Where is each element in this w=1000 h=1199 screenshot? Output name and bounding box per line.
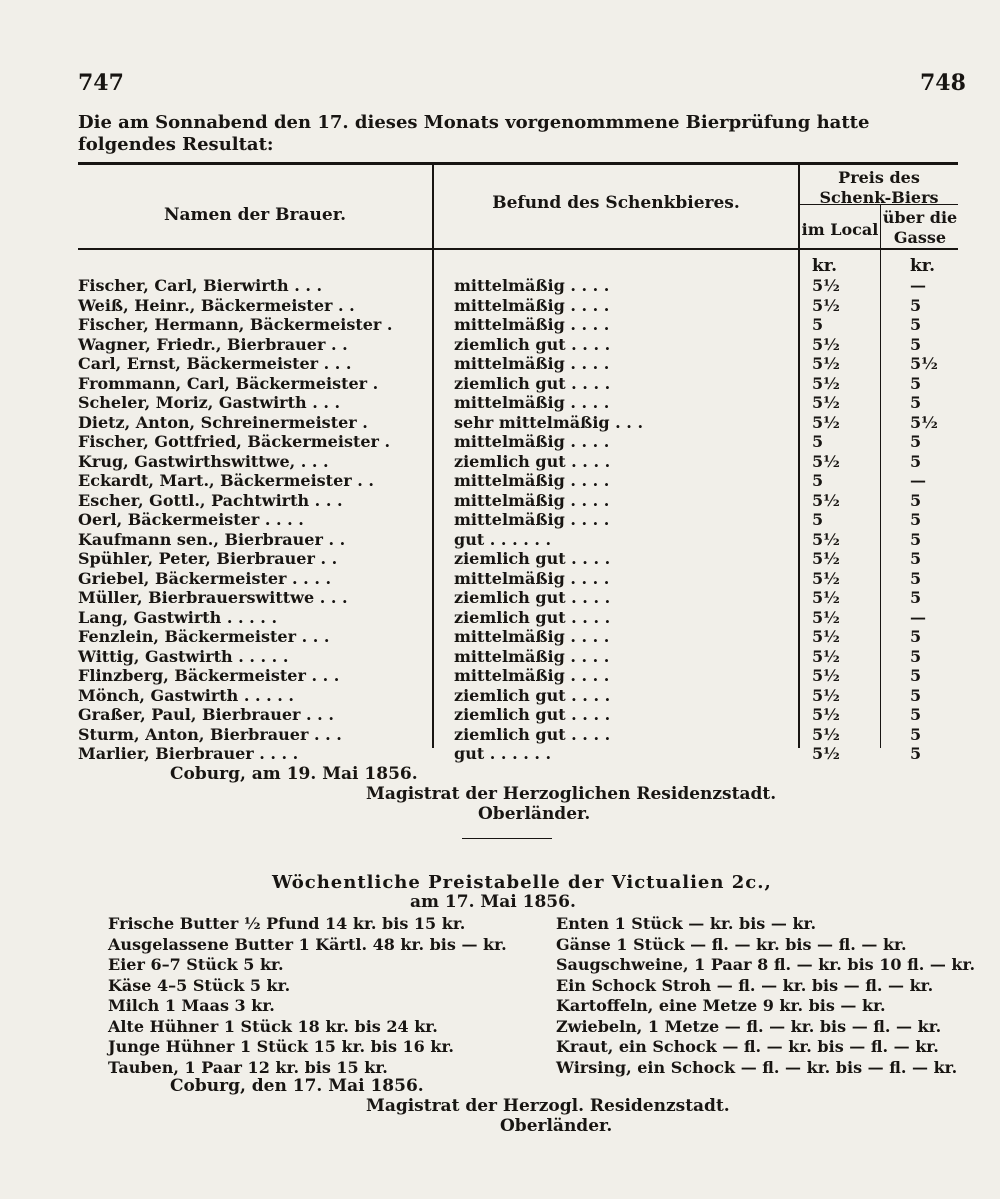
price-table-title: Wöchentliche Preistabelle der Victualien 2c., — [272, 872, 772, 893]
price-item: Frische Butter ½ Pfund 14 kr. bis 15 kr. — [108, 914, 466, 933]
price-gasse: 5 — [910, 334, 922, 354]
price-item: Ausgelassene Butter 1 Kärtl. 48 kr. bis — kr. — [108, 934, 507, 954]
price-item: Tauben, 1 Paar 12 kr. bis 15 kr. — [108, 1057, 388, 1077]
brewer-name: Sturm, Anton, Bierbrauer . . . — [78, 724, 342, 744]
price-item: Ein Schock Stroh — fl. — kr. bis — fl. — kr. — [556, 975, 934, 995]
table-row — [78, 705, 958, 725]
price-item: Saugschweine, 1 Paar 8 fl. — kr. bis 10 fl. — kr. — [556, 955, 976, 974]
price-item: Alte Hühner 1 Stück 18 kr. bis 24 kr. — [108, 1016, 438, 1036]
price-local: 5½ — [812, 627, 840, 646]
price-gasse: 5½ — [910, 354, 938, 373]
brewer-name: Marlier, Bierbrauer . . . . — [78, 744, 299, 763]
price-item: Milch 1 Maas 3 kr. — [108, 996, 275, 1015]
table-row — [78, 666, 958, 686]
price-local: 5½ — [812, 451, 840, 471]
table-row — [78, 315, 958, 335]
price-gasse: 5 — [910, 627, 922, 646]
price-gasse: 5 — [910, 705, 922, 724]
brewer-name: Müller, Bierbrauerswittwe . . . — [78, 588, 348, 607]
table-row — [78, 471, 958, 491]
sig2-place-date: Coburg, den 17. Mai 1856. — [170, 1076, 424, 1096]
sig2-name: Oberländer. — [500, 1116, 613, 1136]
price-gasse: 5 — [910, 373, 922, 393]
beer-evaluation: mittelmäßig . . . . — [454, 393, 610, 412]
page-number-left: 747 — [78, 70, 124, 96]
column-header-gasse: über die Gasse — [882, 208, 958, 247]
brewer-name: Graßer, Paul, Bierbrauer . . . — [78, 705, 334, 724]
price-local: 5½ — [812, 705, 840, 724]
beer-evaluation: ziemlich gut . . . . — [454, 588, 611, 607]
price-table-date: am 17. Mai 1856. — [410, 892, 576, 912]
beer-evaluation: mittelmäßig . . . . — [454, 276, 610, 295]
beer-evaluation: mittelmäßig . . . . — [454, 627, 610, 646]
price-gasse: 5 — [910, 744, 922, 763]
price-local: 5½ — [812, 685, 840, 705]
price-gasse: 5 — [910, 646, 922, 666]
price-local: 5 — [812, 315, 824, 334]
price-local: 5 — [812, 471, 824, 490]
price-item: Zwiebeln, 1 Metze — fl. — kr. bis — fl. — kr. — [556, 1016, 942, 1036]
sig2-authority: Magistrat der Herzogl. Residenzstadt. — [366, 1096, 730, 1116]
table-row — [78, 413, 958, 433]
price-local: 5½ — [812, 529, 840, 549]
table-row — [78, 686, 958, 706]
price-item: Gänse 1 Stück — fl. — kr. bis — fl. — kr. — [556, 934, 907, 954]
table-row — [78, 647, 958, 667]
price-local: 5 — [812, 510, 824, 529]
beer-evaluation: gut . . . . . . — [454, 529, 552, 549]
price-local: 5½ — [812, 666, 840, 685]
brewer-name: Krug, Gastwirthswittwe, . . . — [78, 451, 329, 471]
unit-gasse: kr. — [910, 256, 936, 276]
beer-evaluation: mittelmäßig . . . . — [454, 646, 610, 666]
brewer-name: Weiß, Heinr., Bäckermeister . . — [78, 295, 355, 315]
price-list-left — [108, 914, 507, 1078]
price-local: 5½ — [812, 295, 840, 315]
price-gasse: — — [910, 276, 926, 295]
price-local: 5½ — [812, 607, 840, 627]
price-local: 5½ — [812, 334, 840, 354]
brewer-name: Lang, Gastwirth . . . . . — [78, 607, 278, 627]
sig1-name: Oberländer. — [478, 804, 591, 824]
beer-evaluation: mittelmäßig . . . . — [454, 295, 610, 315]
table-row — [78, 374, 958, 394]
brewer-name: Griebel, Bäckermeister . . . . — [78, 568, 332, 588]
beer-evaluation: mittelmäßig . . . . — [454, 471, 610, 490]
price-gasse: 5 — [910, 549, 922, 568]
table-row — [78, 549, 958, 569]
brewer-name: Flinzberg, Bäckermeister . . . — [78, 666, 340, 685]
price-item: Junge Hühner 1 Stück 15 kr. bis 16 kr. — [108, 1037, 454, 1056]
price-local: 5½ — [812, 646, 840, 666]
table-row — [78, 335, 958, 355]
price-local: 5½ — [812, 373, 840, 393]
beer-evaluation: mittelmäßig . . . . — [454, 432, 610, 451]
price-gasse: 5 — [910, 315, 922, 334]
brewer-name: Fischer, Hermann, Bäckermeister . — [78, 315, 393, 334]
price-gasse: 5 — [910, 666, 922, 685]
brewer-name: Frommann, Carl, Bäckermeister . — [78, 373, 379, 393]
beer-evaluation: mittelmäßig . . . . — [454, 315, 610, 334]
table-row — [78, 491, 958, 511]
price-local: 5½ — [812, 412, 840, 432]
table-header-bottom-rule — [78, 248, 958, 250]
price-gasse: 5 — [910, 568, 922, 588]
brewer-name: Oerl, Bäckermeister . . . . — [78, 510, 304, 529]
brewer-name: Escher, Gottl., Pachtwirth . . . — [78, 490, 343, 510]
brewer-name: Spühler, Peter, Bierbrauer . . — [78, 549, 338, 568]
brewer-name: Kaufmann sen., Bierbrauer . . — [78, 529, 346, 549]
table-row — [78, 744, 958, 764]
beer-evaluation: ziemlich gut . . . . — [454, 373, 611, 393]
column-header-befund: Befund des Schenkbieres. — [492, 193, 740, 213]
price-gasse: 5 — [910, 529, 922, 549]
brewer-name: Wagner, Friedr., Bierbrauer . . — [78, 334, 348, 354]
price-local: 5½ — [812, 744, 840, 763]
beer-evaluation: ziemlich gut . . . . — [454, 607, 611, 627]
table-row — [78, 452, 958, 472]
price-gasse: 5½ — [910, 412, 938, 432]
price-gasse: 5 — [910, 490, 922, 510]
price-gasse: 5 — [910, 295, 922, 315]
price-local: 5½ — [812, 490, 840, 510]
section-separator — [462, 838, 552, 839]
price-item: Kraut, ein Schock — fl. — kr. bis — fl. — kr. — [556, 1037, 939, 1056]
table-top-rule — [78, 162, 958, 165]
table-row — [78, 608, 958, 628]
beer-evaluation: ziemlich gut . . . . — [454, 705, 611, 724]
beer-evaluation: ziemlich gut . . . . — [454, 724, 611, 744]
unit-local: kr. — [812, 256, 838, 276]
price-gasse: 5 — [910, 685, 922, 705]
price-local: 5½ — [812, 393, 840, 412]
beer-evaluation: mittelmäßig . . . . — [454, 490, 610, 510]
brewer-name: Fischer, Gottfried, Bäckermeister . — [78, 432, 391, 451]
column-header-names: Namen der Brauer. — [163, 205, 347, 225]
beer-evaluation: mittelmäßig . . . . — [454, 568, 610, 588]
price-gasse: 5 — [910, 724, 922, 744]
price-local: 5 — [812, 432, 824, 451]
beer-evaluation: sehr mittelmäßig . . . — [454, 412, 644, 432]
price-item: Wirsing, ein Schock — fl. — kr. bis — fl. — kr. — [556, 1057, 958, 1077]
brewer-name: Eckardt, Mart., Bäckermeister . . — [78, 471, 374, 490]
column-header-preis: Preis des Schenk-Biers — [819, 168, 939, 207]
beer-evaluation: ziemlich gut . . . . — [454, 334, 611, 354]
price-gasse: 5 — [910, 432, 922, 451]
price-local: 5½ — [812, 549, 840, 568]
beer-evaluation: mittelmäßig . . . . — [454, 354, 610, 373]
price-gasse: 5 — [910, 588, 922, 607]
table-row — [78, 569, 958, 589]
price-gasse: — — [910, 471, 926, 490]
table-row — [78, 588, 958, 608]
brewer-name: Scheler, Moriz, Gastwirth . . . — [78, 393, 341, 412]
brewer-name: Fischer, Carl, Bierwirth . . . — [78, 276, 323, 295]
page-number-right: 748 — [920, 70, 966, 96]
price-local: 5½ — [812, 276, 840, 295]
price-gasse: — — [910, 607, 926, 627]
price-item: Käse 4–5 Stück 5 kr. — [108, 975, 291, 995]
price-item: Enten 1 Stück — kr. bis — kr. — [556, 914, 817, 933]
table-row — [78, 530, 958, 550]
column-header-local: im Local — [801, 220, 879, 239]
brewer-name: Mönch, Gastwirth . . . . . — [78, 685, 294, 705]
price-item: Kartoffeln, eine Metze 9 kr. bis — kr. — [556, 996, 886, 1015]
intro-text: Die am Sonnabend den 17. dieses Monats vorgenommmene Bierprüfung hatte folgendes Resultat: — [78, 112, 870, 155]
beer-evaluation: mittelmäßig . . . . — [454, 666, 610, 685]
price-gasse: 5 — [910, 451, 922, 471]
sig1-authority: Magistrat der Herzoglichen Residenzstadt. — [366, 784, 777, 804]
price-local: 5½ — [812, 568, 840, 588]
beer-evaluation: ziemlich gut . . . . — [454, 685, 611, 705]
price-item: Eier 6–7 Stück 5 kr. — [108, 955, 284, 974]
brewer-name: Carl, Ernst, Bäckermeister . . . — [78, 354, 352, 373]
price-list-right — [556, 914, 975, 1078]
brewer-name: Dietz, Anton, Schreinermeister . — [78, 412, 368, 432]
beer-evaluation: mittelmäßig . . . . — [454, 510, 610, 529]
price-local: 5½ — [812, 354, 840, 373]
price-local: 5½ — [812, 588, 840, 607]
table-row — [78, 276, 958, 296]
sig1-place-date: Coburg, am 19. Mai 1856. — [170, 764, 418, 784]
brewer-name: Fenzlein, Bäckermeister . . . — [78, 627, 330, 646]
price-local: 5½ — [812, 724, 840, 744]
table-row — [78, 627, 958, 647]
price-gasse: 5 — [910, 510, 922, 529]
beer-evaluation: ziemlich gut . . . . — [454, 451, 611, 471]
price-gasse: 5 — [910, 393, 922, 412]
table-row — [78, 725, 958, 745]
beer-evaluation: gut . . . . . . — [454, 744, 552, 763]
table-row — [78, 393, 958, 413]
table-row — [78, 432, 958, 452]
table-row — [78, 510, 958, 530]
table-row — [78, 354, 958, 374]
beer-evaluation: ziemlich gut . . . . — [454, 549, 611, 568]
table-row — [78, 296, 958, 316]
brewer-name: Wittig, Gastwirth . . . . . — [78, 646, 289, 666]
